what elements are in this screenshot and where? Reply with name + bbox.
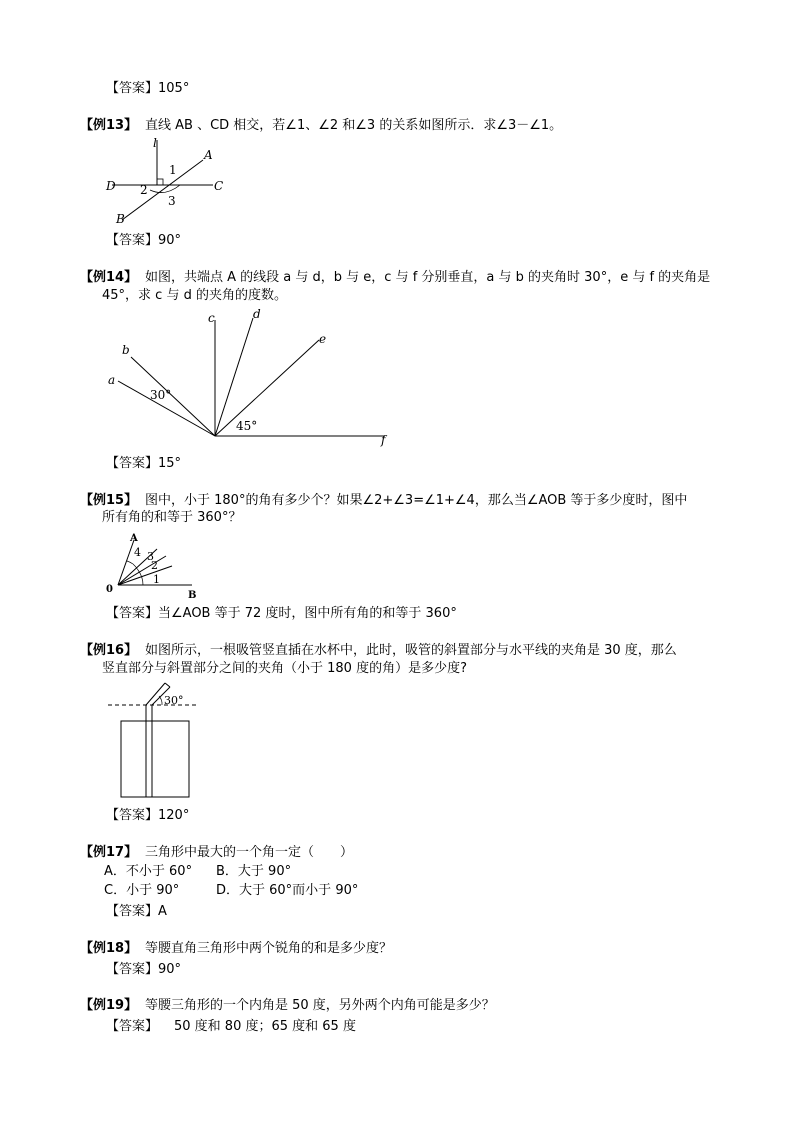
answer-16: 【答案】120° [106, 808, 190, 823]
example-15-text-2: 所有角的和等于 360°？ [102, 510, 242, 525]
fig13-label-C: C [214, 179, 224, 193]
fig14-label-c: c [208, 311, 215, 325]
fig14-label-e: e [319, 332, 327, 346]
example-17-text: 三角形中最大的一个角一定（ ） [145, 845, 354, 860]
example-19-label: 【例19】 [80, 998, 138, 1013]
example-14-text-2: 45°，求 c 与 d 的夹角的度数。 [102, 288, 287, 303]
fig14-angle-45: 45° [236, 419, 258, 433]
option-17-a: A．不小于 60° [104, 864, 193, 879]
answer-18: 【答案】90° [106, 962, 182, 977]
option-17-c: C．小于 90° [104, 883, 180, 898]
fig15-angle-1: 1 [153, 573, 160, 586]
fig13-label-B: B [116, 212, 125, 226]
example-15-text-1: 图中，小于 180°的角有多少个？如果∠2+∠3=∠1+∠4，那么当∠AOB 等于多少度时，图中 [145, 493, 688, 508]
example-14-label: 【例14】 [80, 270, 138, 285]
example-14-text-1: 如图，共端点 A 的线段 a 与 d，b 与 e，c 与 f 分别垂直，a 与 b 的夹角时 30°，e 与 f 的夹角是 [145, 270, 711, 285]
fig14-label-a: a [108, 373, 116, 387]
answer-19-label: 【答案】 [106, 1019, 159, 1034]
option-17-d: D．大于 60°而小于 90° [216, 883, 359, 898]
example-18-text: 等腰直角三角形中两个锐角的和是多少度？ [145, 941, 393, 956]
fig14-label-b: b [122, 343, 130, 357]
answer-15: 【答案】当∠AOB 等于 72 度时，图中所有角的和等于 360° [106, 606, 457, 621]
fig13-angle-3: 3 [168, 194, 176, 208]
fig15-label-A: A [130, 533, 138, 544]
example-16-text-1: 如图所示，一根吸管竖直插在水杯中，此时，吸管的斜置部分与水平线的夹角是 30 度，那么 [145, 643, 677, 658]
fig15-label-B: B [188, 590, 197, 601]
fig13-angle-2: 2 [140, 183, 148, 197]
answer-12: 【答案】105° [106, 81, 190, 96]
fig13-label-D: D [106, 179, 116, 193]
fig13-label-l: l [153, 136, 157, 150]
example-18-label: 【例18】 [80, 941, 138, 956]
figure-16 [100, 675, 210, 805]
example-17-label: 【例17】 [80, 845, 138, 860]
fig13-label-A: A [204, 148, 213, 162]
fig14-angle-30: 30° [150, 388, 172, 402]
fig14-label-f: f [381, 433, 386, 447]
example-15-label: 【例15】 [80, 493, 138, 508]
figure-14 [0, 0, 794, 480]
fig15-label-O: 0 [106, 584, 113, 595]
figure-15 [100, 528, 210, 600]
example-19-text: 等腰三角形的一个内角是 50 度，另外两个内角可能是多少？ [145, 998, 495, 1013]
fig13-angle-1: 1 [169, 163, 177, 177]
answer-14: 【答案】15° [106, 456, 182, 471]
example-16-text-2: 竖直部分与斜置部分之间的夹角（小于 180 度的角）是多少度? [102, 661, 467, 676]
fig15-angle-4: 4 [134, 546, 141, 559]
fig14-label-d: d [253, 307, 261, 321]
fig15-angle-3: 3 [147, 550, 154, 563]
example-13-text: 直线 AB 、CD 相交，若∠1、∠2 和∠3 的关系如图所示．求∠3－∠1。 [145, 118, 563, 133]
example-13-label: 【例13】 [80, 118, 138, 133]
fig15-angle-2: 2 [151, 559, 158, 572]
fig16-angle-30: 30° [164, 694, 184, 707]
answer-17: 【答案】A [106, 904, 167, 919]
answer-13: 【答案】90° [106, 233, 182, 248]
option-17-b: B．大于 90° [216, 864, 292, 879]
answer-19-text: 50 度和 80 度；65 度和 65 度 [174, 1019, 356, 1034]
example-16-label: 【例16】 [80, 643, 138, 658]
